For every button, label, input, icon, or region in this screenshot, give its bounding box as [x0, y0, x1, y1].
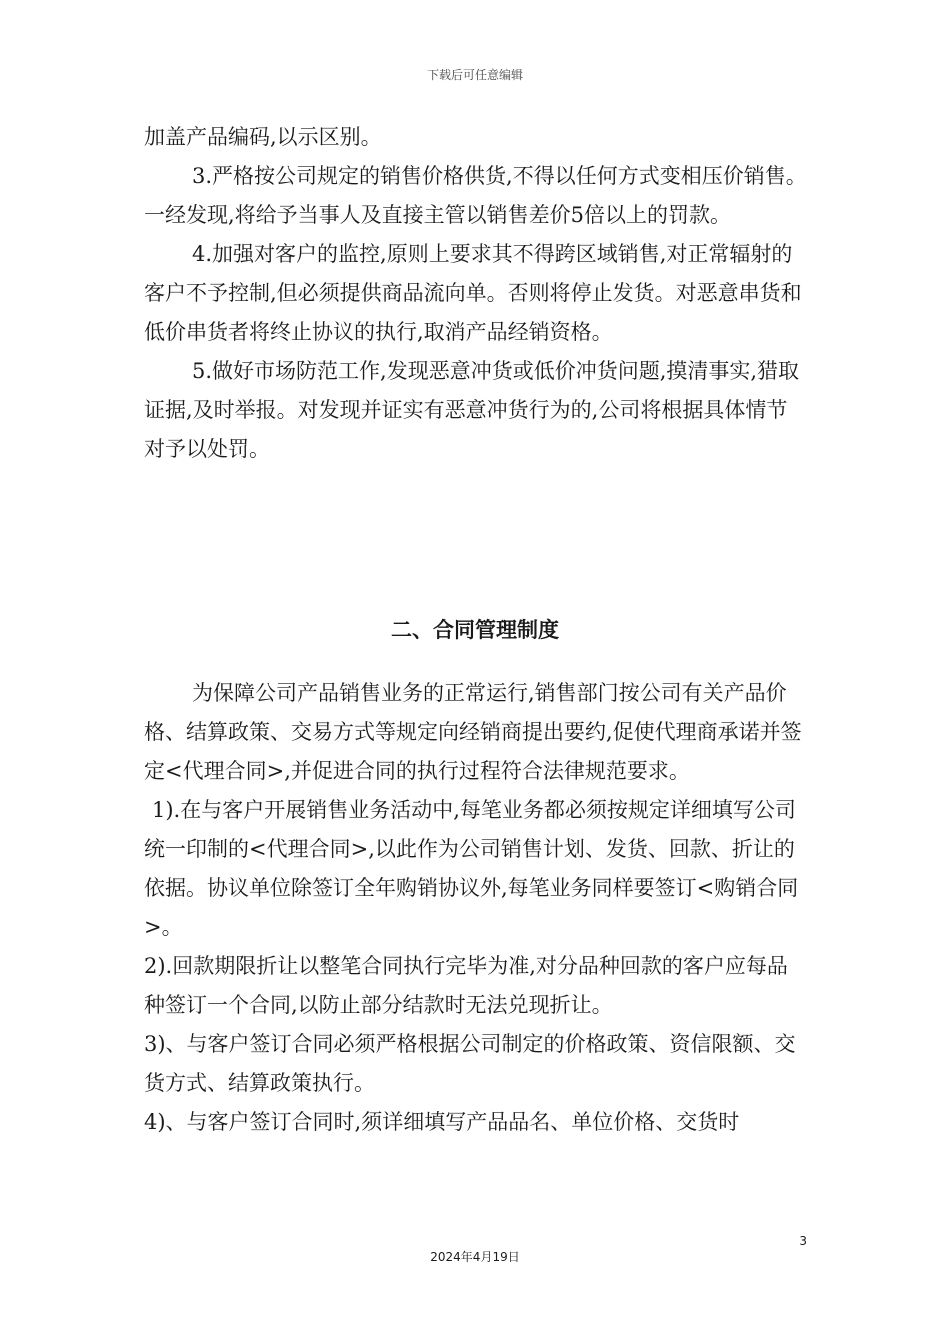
paragraph: 4.加强对客户的监控,原则上要求其不得跨区域销售,对正常辐射的客户不予控制,但必须提供商品流向单。否则将停止发货。对恶意串货和低价串货者将终止协议的执行,取消产品经销资格。: [144, 242, 802, 344]
paragraph: 为保障公司产品销售业务的正常运行,销售部门按公司有关产品价格、结算政策、交易方式等规定向经销商提出要约,促使代理商承诺并签定<代理合同>,并促进合同的执行过程符合法律规范要求。: [144, 681, 802, 783]
paragraph: 1).在与客户开展销售业务活动中,每笔业务都必须按规定详细填写公司统一印制的<代理合同>,以此作为公司销售计划、发货、回款、折让的依据。协议单位除签订全年购销协议外,每笔业务同样要签订<购销合同>。: [144, 798, 799, 939]
footer-date: 2024年4月19日: [430, 1250, 520, 1264]
section2-body: [144, 674, 808, 1142]
page-number: 3: [799, 1234, 807, 1248]
paragraph: 2).回款期限折让以整笔合同执行完毕为准,对分品种回款的客户应每品种签订一个合同,以防止部分结款时无法兑现折让。: [144, 954, 788, 1017]
paragraph: 3.严格按公司规定的销售价格供货,不得以任何方式变相压价销售。一经发现,将给予当事人及直接主管以销售差价5倍以上的罚款。: [144, 164, 807, 227]
section1-body: [144, 118, 808, 469]
paragraph: 加盖产品编码,以示区别。: [144, 125, 382, 149]
paragraph: 4)、与客户签订合同时,须详细填写产品品名、单位价格、交货时: [144, 1110, 740, 1134]
section2-title: 二、合同管理制度: [391, 618, 559, 642]
page-header-note: 下载后可任意编辑: [426, 68, 523, 82]
paragraph: 3)、与客户签订合同必须严格根据公司制定的价格政策、资信限额、交货方式、结算政策执行。: [144, 1032, 796, 1095]
paragraph: 5.做好市场防范工作,发现恶意冲货或低价冲货问题,摸清事实,猎取证据,及时举报。对发现并证实有恶意冲货行为的,公司将根据具体情节对予以处罚。: [144, 359, 800, 461]
